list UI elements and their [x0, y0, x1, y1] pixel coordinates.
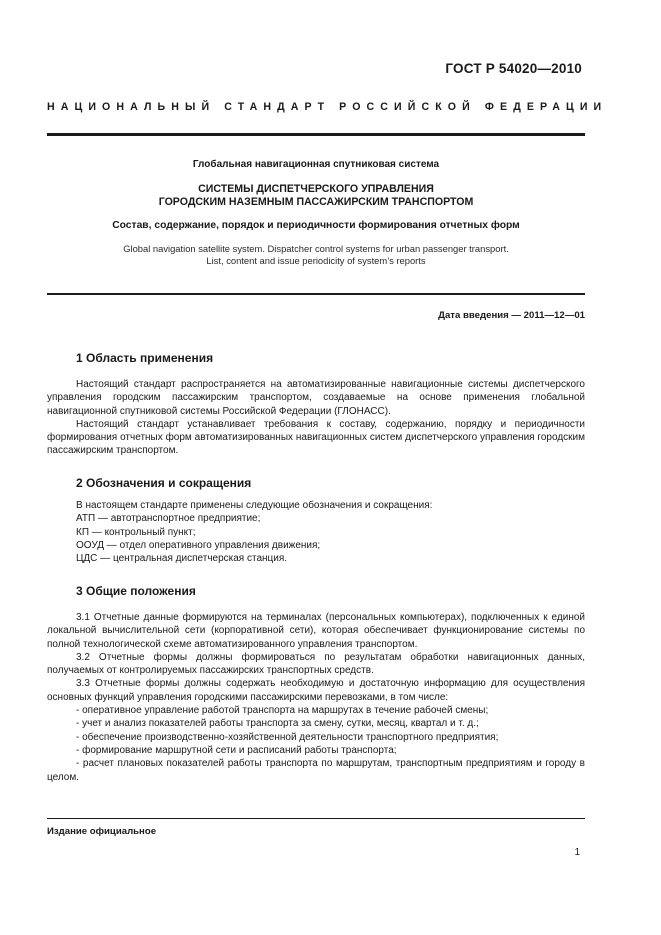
page-number: 1: [574, 847, 580, 858]
function-list-item: - учет и анализ показателей работы транспорта за смену, сутки, месяц, квартал и т. д.;: [76, 718, 479, 730]
section2-heading: 2 Обозначения и сокращения: [76, 476, 252, 490]
english-title-line1: Global navigation satellite system. Dispatcher control systems for urban passenger transport.: [123, 243, 509, 254]
function-list-item: - обеспечение производственно-хозяйственной деятельности транспортного предприятия;: [76, 731, 499, 743]
doc-title-line2: ГОРОДСКИМ НАЗЕМНЫМ ПАССАЖИРСКИМ ТРАНСПОРТОМ: [158, 196, 474, 208]
section1-heading: 1 Область применения: [76, 351, 214, 365]
section3-body: [47, 611, 585, 784]
section3-paragraph: 3.1 Отчетные данные формируются на терминалах (персональных компьютерах), подключенных к единой локальной вычислительной сети (корпоративной сети), которая обеспечивает функционирование системы по полной технологической схеме автоматизированного управления транспортом.: [47, 612, 585, 650]
official-edition-label: Издание официальное: [47, 826, 157, 837]
function-list-item: - формирование маршрутной сети и расписаний работы транспорта;: [76, 744, 397, 756]
section1-paragraph: Настоящий стандарт распространяется на автоматизированные навигационные системы диспетчерского управления городским пассажирским транспортом, создаваемые на основе применения глобальной навигационной спутниковой системы Российской Федерации (ГЛОНАСС).: [47, 379, 585, 417]
function-list-item: - расчет плановых показателей работы транспорта по маршрутам, транспортным предприятиям и городу в целом.: [47, 758, 585, 783]
doc-title-line1: СИСТЕМЫ ДИСПЕТЧЕРСКОГО УПРАВЛЕНИЯ: [198, 183, 434, 195]
doc-title: [47, 183, 585, 209]
abbreviation-item: АТП — автотранспортное предприятие;: [76, 513, 261, 525]
doc-subtitle: Глобальная навигационная спутниковая система: [192, 159, 440, 170]
standard-number: ГОСТ Р 54020—2010: [445, 61, 582, 76]
section3-paragraph: 3.3 Отчетные формы должны содержать необходимую и достаточную информацию для осуществления основных функций управления городскими пассажирскими перевозками, в том числе:: [47, 678, 585, 703]
english-title: [47, 243, 585, 267]
section1-paragraph: Настоящий стандарт устанавливает требования к составу, содержанию, порядку и периодичности формирования отчетных форм автоматизированных навигационных систем диспетчерского управления городским пассажирским транспортом.: [47, 418, 585, 457]
middle-divider: [47, 293, 585, 295]
section2-intro: В настоящем стандарте применены следующие обозначения и сокращения:: [76, 500, 433, 511]
date-introduced: Дата введения — 2011—12—01: [438, 310, 585, 321]
section3-heading: 3 Общие положения: [76, 584, 196, 598]
section1-body: [47, 378, 585, 458]
abbreviation-item: КП — контрольный пункт;: [76, 526, 196, 538]
national-standard-heading: НАЦИОНАЛЬНЫЙ СТАНДАРТ РОССИЙСКОЙ ФЕДЕРАЦИИ: [47, 101, 608, 113]
abbreviation-item: ООУД — отдел оперативного управления движения;: [76, 539, 321, 551]
function-list-item: - оперативное управление работой транспорта на маршрутах в течение рабочей смены;: [76, 705, 489, 717]
doc-scope-subtitle: Состав, содержание, порядок и периодичности формирования отчетных форм: [112, 220, 520, 231]
english-title-line2: List, content and issue periodicity of system’s reports: [206, 255, 426, 266]
abbreviation-item: ЦДС — центральная диспетчерская станция.: [76, 553, 288, 565]
section2-body: [47, 499, 585, 565]
section3-paragraph: 3.2 Отчетные формы должны формироваться по результатам обработки навигационных данных, получаемых от контролируемых пассажирских транспортных средств.: [47, 651, 585, 677]
top-divider: [47, 133, 585, 136]
footer-divider: [47, 818, 585, 819]
